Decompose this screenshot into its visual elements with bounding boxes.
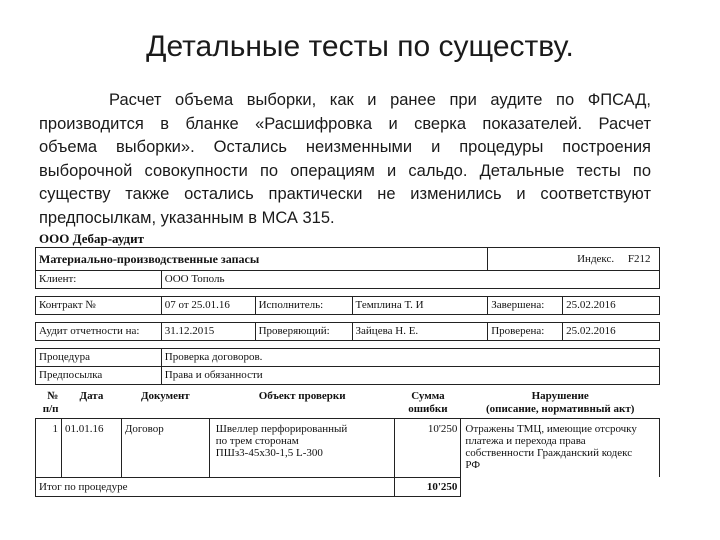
body-paragraph — [39, 89, 651, 230]
audit-form-header — [35, 247, 660, 385]
company-name: ООО Дебар-аудит — [39, 231, 144, 246]
reviewer-label: Проверяющий: — [255, 323, 352, 341]
executor-label: Исполнитель: — [255, 297, 352, 315]
paragraph-line: выборочной совокупности по операциям и сальдо. Детальные тесты по — [39, 161, 651, 180]
tests-table — [35, 388, 660, 497]
form-heading: Материально-производственные запасы — [36, 248, 488, 271]
col-header-sum: Сумма ошибки — [395, 388, 461, 419]
checked-value: 25.02.2016 — [563, 323, 660, 341]
paragraph-line: существу также остались практически не изменились и соответствуют — [39, 185, 651, 203]
checked-label: Проверена: — [488, 323, 563, 341]
row-date: 01.01.16 — [61, 419, 121, 478]
reviewer-value: Зайцева Н. Е. — [352, 323, 488, 341]
col-header-object: Объект проверки — [209, 388, 395, 419]
procedure-label: Процедура — [36, 349, 162, 367]
completed-label: Завершена: — [488, 297, 563, 315]
audit-value: 31.12.2015 — [161, 323, 255, 341]
client-label: Клиент: — [36, 271, 162, 289]
row-doc: Договор — [121, 419, 209, 478]
table-row — [36, 419, 660, 478]
premise-value: Права и обязанности — [161, 367, 659, 385]
row-object: Швеллер перфорированный по трем сторонам ПШз3-45х30-1,5 L-300 — [209, 419, 395, 478]
completed-value: 25.02.2016 — [563, 297, 660, 315]
contract-value: 07 от 25.01.16 — [161, 297, 255, 315]
paragraph-line: Расчет объема выборки, как и ранее при аудите по ФПСАД, — [109, 91, 651, 109]
executor-value: Темплина Т. И — [352, 297, 488, 315]
row-violation: Отражены ТМЦ, имеющие отсрочку платежа и перехода права собственности Гражданский кодекс РФ — [461, 419, 660, 478]
row-num: 1 — [36, 419, 62, 478]
col-header-date: Дата — [61, 388, 121, 419]
total-row — [36, 477, 660, 496]
contract-label: Контракт № — [36, 297, 162, 315]
total-value: 10'250 — [395, 477, 461, 496]
index-cell — [488, 248, 660, 271]
premise-label: Предпосылка — [36, 367, 162, 385]
index-value: F212 — [627, 253, 651, 265]
paragraph-line: производится в бланке «Расшифровка и сверка показателей. Расчет — [39, 114, 651, 133]
col-header-violation: Нарушение (описание, нормативный акт) — [461, 388, 660, 419]
total-label: Итог по процедуре — [36, 477, 395, 496]
tests-table-header — [36, 388, 660, 419]
row-sum: 10'250 — [395, 419, 461, 478]
slide-title: Детальные тесты по существу. — [146, 30, 574, 63]
index-label: Индекс. — [577, 253, 615, 265]
paragraph-line: предпосылкам, указанным в МСА 315. — [39, 208, 335, 227]
col-header-num: № п/п — [36, 388, 62, 419]
procedure-value: Проверка договоров. — [161, 349, 659, 367]
paragraph-line: объема выборки». Остались неизменными и процедуры построения — [39, 138, 651, 156]
client-value: ООО Тополь — [161, 271, 659, 289]
audit-label: Аудит отчетности на: — [36, 323, 162, 341]
col-header-doc: Документ — [121, 388, 209, 419]
